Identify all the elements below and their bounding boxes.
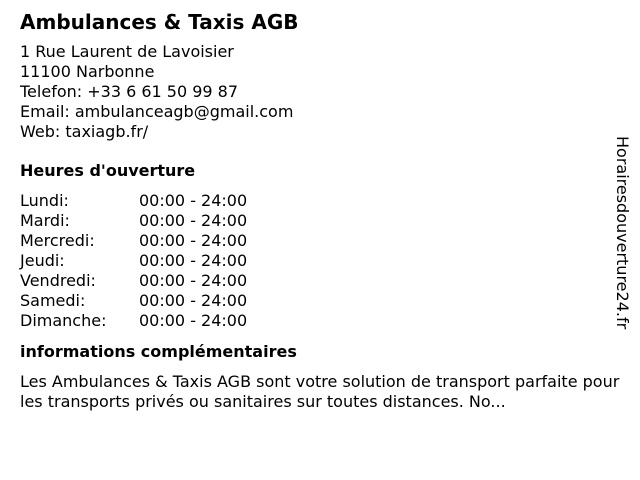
hours-day: Jeudi: [20,251,65,270]
hours-row [20,191,620,211]
address-street: 1 Rue Laurent de Lavoisier [20,42,234,61]
hours-day: Mardi: [20,211,70,230]
hours-day: Mercredi: [20,231,95,250]
hours-row [20,231,620,251]
phone-text: Telefon: +33 6 61 50 99 87 [20,82,239,101]
hours-day: Lundi: [20,191,69,210]
info-heading: informations complémentaires [20,342,297,361]
hours-row [20,211,620,231]
hours-time: 00:00 - 24:00 [139,211,248,230]
web-text: Web: taxiagb.fr/ [20,122,149,141]
contact-block [20,42,620,142]
business-card [20,8,620,412]
hours-time: 00:00 - 24:00 [139,271,248,290]
hours-time: 00:00 - 24:00 [139,191,248,210]
business-name: Ambulances & Taxis AGB [20,10,299,34]
hours-heading: Heures d'ouverture [20,161,196,180]
hours-row [20,271,620,291]
hours-time: 00:00 - 24:00 [139,311,248,330]
hours-table [20,191,620,331]
hours-time: 00:00 - 24:00 [139,251,248,270]
hours-row [20,251,620,271]
hours-day: Samedi: [20,291,86,310]
hours-row [20,311,620,331]
site-watermark: Horairesdouverture24.fr [613,136,632,330]
address-city: 11100 Narbonne [20,62,155,81]
hours-row [20,291,620,311]
hours-day: Dimanche: [20,311,107,330]
email-text: Email: ambulanceagb@gmail.com [20,102,294,121]
hours-day: Vendredi: [20,271,96,290]
hours-time: 00:00 - 24:00 [139,291,248,310]
hours-time: 00:00 - 24:00 [139,231,248,250]
info-description: Les Ambulances & Taxis AGB sont votre solution de transport parfaite pour les transports privés ou sanitaires sur toutes distances. No... [20,372,620,411]
